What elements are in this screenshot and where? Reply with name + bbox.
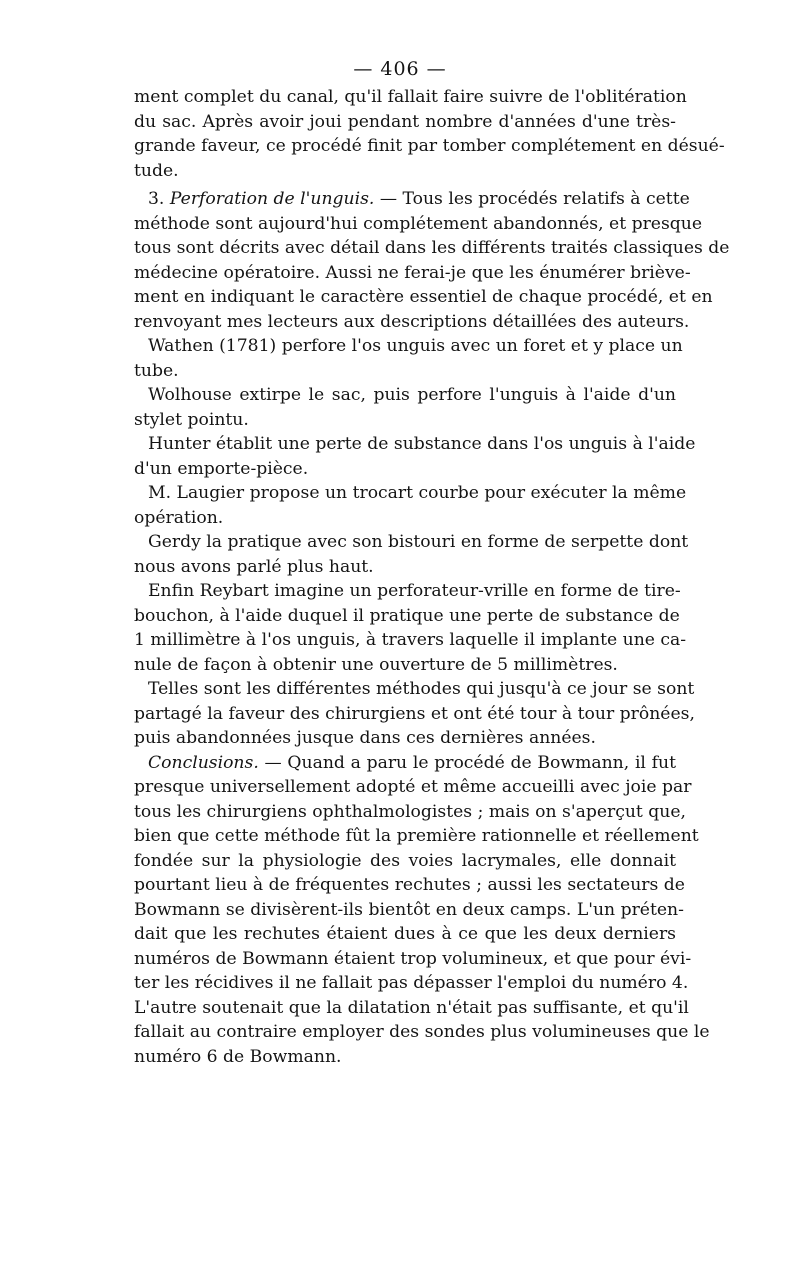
text-line: fondée sur la physiologie des voies lacrymales, elle donnait: [134, 850, 676, 871]
text-line: tous sont décrits avec détail dans les différents traités classiques de: [134, 238, 730, 258]
text-line: numéro 6 de Bowmann.: [134, 1046, 342, 1067]
text-line: bien que cette méthode fût la première rationnelle et réellement: [134, 826, 699, 846]
text-line: puis abandonnées jusque dans ces dernières années.: [134, 728, 596, 748]
paragraph-conclusions: [134, 751, 710, 1070]
paragraph-gerdy: [134, 530, 689, 579]
text-line: L'autre soutenait que la dilatation n'était pas suffisante, et qu'il: [134, 997, 689, 1018]
conclusions-title: Conclusions.: [148, 752, 259, 773]
text-line: Telles sont les différentes méthodes qui jusqu'à ce jour se sont: [148, 679, 695, 699]
text-line: pourtant lieu à de fréquentes rechutes ; aussi les sectateurs de: [134, 875, 685, 895]
body-text: [134, 85, 730, 1069]
paragraph-wolhouse: [134, 383, 676, 432]
text-line: bouchon, à l'aide duquel il pratique une perte de substance de: [134, 605, 680, 626]
text-line: partagé la faveur des chirurgiens et ont été tour à tour prônées,: [134, 703, 695, 724]
text-line: Bowmann se divisèrent-ils bientôt en deux camps. L'un préten-: [134, 899, 684, 920]
section-number: 3.: [148, 189, 165, 209]
text-line: tude.: [134, 160, 179, 181]
text-line: M. Laugier propose un trocart courbe pour exécuter la même: [148, 483, 687, 503]
text-line: stylet pointu.: [134, 409, 249, 430]
text-line: grande faveur, ce procédé finit par tomber complétement en désué-: [134, 136, 725, 156]
text-line: fallait au contraire employer des sondes plus volumineuses que le: [134, 1022, 710, 1042]
page-number: — 406 —: [353, 58, 447, 80]
text-line: méthode sont aujourd'hui complétement abandonnés, et presque: [134, 213, 703, 234]
text-line: ment complet du canal, qu'il fallait faire suivre de l'oblitération: [134, 87, 687, 107]
text-line: tube.: [134, 360, 179, 381]
paragraph-canal-continuation: [134, 85, 725, 183]
text-line: Enfin Reybart imagine un perforateur-vrille en forme de tire-: [148, 581, 681, 601]
text-line: presque universellement adopté et même accueilli avec joie par: [134, 777, 692, 797]
text-line: 1 millimètre à l'os unguis, à travers laquelle il implante une ca-: [134, 630, 687, 650]
paragraph-methodes: [134, 677, 695, 751]
paragraph-perforation-unguis: [134, 187, 730, 334]
text-line: dait que les rechutes étaient dues à ce que les deux derniers: [134, 924, 676, 944]
paragraph-reybart: [134, 579, 687, 677]
text-line: opération.: [134, 507, 224, 528]
text-line: Hunter établit une perte de substance dans l'os unguis à l'aide: [148, 434, 696, 454]
conclusions-heading-rest: — Quand a paru le procédé de Bowmann, il fut: [258, 752, 676, 773]
conclusions-heading-line: [134, 751, 676, 776]
text-line: Gerdy la pratique avec son bistouri en forme de serpette dont: [148, 532, 689, 552]
text-line: tous les chirurgiens ophthalmologistes ; mais on s'aperçut que,: [134, 801, 687, 822]
text-line: du sac. Après avoir joui pendant nombre d'années d'une très-: [134, 111, 676, 132]
text-line: nous avons parlé plus haut.: [134, 556, 374, 577]
text-line: numéros de Bowmann étaient trop volumineux, et que pour évi-: [134, 948, 692, 969]
section-heading-line: [134, 187, 690, 212]
text-line: Wolhouse extirpe le sac, puis perfore l'unguis à l'aide d'un: [148, 385, 676, 405]
paragraph-laugier: [134, 481, 687, 530]
text-line: ter les récidives il ne fallait pas dépasser l'emploi du numéro 4.: [134, 973, 689, 993]
text-line: nule de façon à obtenir une ouverture de 5 millimètres.: [134, 654, 618, 675]
section-title: Perforation de l'unguis.: [169, 189, 375, 209]
text-line: renvoyant mes lecteurs aux descriptions détaillées des auteurs.: [134, 311, 690, 332]
text-line: ment en indiquant le caractère essentiel de chaque procédé, et en: [134, 287, 713, 307]
paragraph-hunter: [134, 432, 696, 481]
paragraph-wathen: [134, 334, 683, 383]
text-line: médecine opératoire. Aussi ne ferai-je que les énumérer briève-: [134, 262, 691, 283]
text-line: Wathen (1781) perfore l'os unguis avec un foret et y place un: [148, 336, 683, 356]
section-heading-rest: — Tous les procédés relatifs à cette: [374, 189, 690, 209]
text-line: d'un emporte-pièce.: [134, 458, 309, 479]
